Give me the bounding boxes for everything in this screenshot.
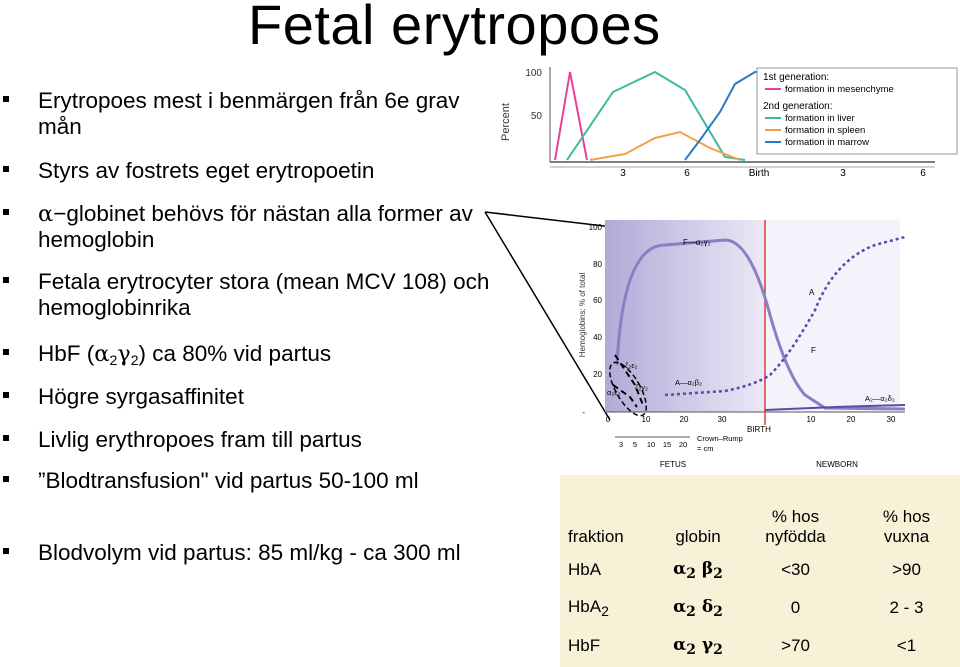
globin-delta: δ: [701, 596, 714, 617]
subscript: 2: [713, 641, 723, 658]
fraktion-name: HbF: [568, 636, 601, 655]
hbf-suffix: ) ca 80% vid partus: [138, 341, 332, 366]
cell-fraktion: [560, 589, 658, 627]
subscript: 2: [713, 565, 723, 582]
cell-vuxna: >90: [892, 560, 921, 579]
x-tick-label: 20: [679, 415, 689, 424]
bullet-text: Livlig erythropoes fram till partus: [38, 427, 362, 452]
y-tick-label: 100: [588, 223, 602, 232]
globin-alpha: α: [673, 558, 687, 579]
bullet-text: Erytropoes mest i benmärgen från 6e grav mån: [38, 88, 460, 139]
curve-label: α₂ε₂: [607, 388, 621, 397]
y-axis-label: Percent: [500, 103, 512, 141]
alpha-symbol: α: [94, 341, 110, 367]
curve-label: F: [811, 346, 816, 355]
bullet-text: ”Blodtransfusion" vid partus 50-100 ml: [38, 468, 419, 493]
subscript: 2: [713, 603, 723, 620]
cell-nyfodda: >70: [781, 636, 810, 655]
table-header-row: [560, 475, 960, 551]
bullet-text: Fetala erytrocyter stora (mean MCV 108) och hemoglobinrika: [38, 269, 490, 320]
hbf-prefix: HbF (: [38, 341, 95, 366]
y-tick-label: 60: [593, 296, 602, 305]
bullet-square-icon: [3, 548, 9, 554]
y-tick-label: 20: [593, 370, 602, 379]
x-tick-label: 6: [920, 168, 926, 179]
x-tick-label: 3: [840, 168, 846, 179]
bullet-text: [38, 201, 490, 253]
bullet-square-icon: [3, 392, 9, 398]
bullet-text: [38, 341, 490, 373]
hematopoiesis-chart: [495, 62, 960, 182]
legend-heading: 2nd generation:: [763, 101, 833, 112]
fraktion-name: HbA: [568, 597, 602, 616]
birth-label: BIRTH: [747, 425, 771, 434]
cell-vuxna: <1: [896, 636, 917, 655]
table-row: [560, 627, 960, 665]
y-axis-label: Hemoglobins: % of total: [578, 272, 587, 358]
curve-label: F—α₂γ₂: [683, 238, 711, 247]
x-tick-label: 10: [806, 415, 816, 424]
subscript: 2: [686, 603, 696, 620]
cell-fraktion: [560, 627, 658, 665]
crl-tick: 3: [618, 440, 624, 449]
header-fraktion: fraktion: [568, 527, 624, 546]
newborn-label: NEWBORN: [816, 460, 858, 469]
header-globin: globin: [675, 527, 721, 546]
table-row: [560, 551, 960, 589]
fetus-label: FETUS: [659, 460, 687, 469]
curve-label: A: [809, 288, 815, 297]
x-tick-label: 3: [620, 168, 626, 179]
globin-gamma: γ: [701, 634, 714, 655]
subscript: 2: [130, 352, 139, 368]
curve-label: ζ₂γ₂: [635, 383, 648, 392]
legend-heading: 1st generation:: [763, 72, 830, 83]
bullet-square-icon: [3, 166, 9, 172]
globin-beta: β: [701, 558, 714, 579]
legend-item: formation in liver: [785, 113, 855, 124]
globin-alpha: α: [673, 634, 687, 655]
header-vuxna-line2: vuxna: [883, 527, 930, 546]
globin-alpha: α: [673, 596, 687, 617]
x-tick-label: 20: [846, 415, 856, 424]
hemoglobin-table: [560, 475, 960, 667]
header-vuxna: [853, 475, 960, 551]
bullet-square-icon: [3, 209, 9, 215]
x-tick-label: 6: [684, 168, 690, 179]
crl-tick: 15: [662, 440, 672, 449]
y-tick-label: 80: [593, 260, 602, 269]
bullet-text: Blodvolym vid partus: 85 ml/kg - ca 300 ml: [38, 540, 461, 565]
bullet-text-rest: −globinet behövs för nästan alla former av hemoglobin: [38, 201, 473, 252]
bullet-text: Styrs av fostrets eget erytropoetin: [38, 158, 375, 183]
x-tick-label: 0: [605, 415, 611, 424]
header-nyfodda: [738, 475, 853, 551]
legend-item: formation in mesenchyme: [785, 84, 894, 95]
subscript: 2: [686, 641, 696, 658]
cell-nyfodda: 0: [790, 598, 801, 617]
curve-label: A₂—α₂δ₂: [865, 394, 895, 403]
cell-nyfodda: <30: [781, 560, 810, 579]
hemoglobin-chart: [575, 215, 960, 475]
header-nyfodda-line2: nyfödda: [765, 527, 826, 546]
bullet-square-icon: [3, 277, 9, 283]
newborn-period-shade: [765, 220, 900, 412]
y-tick-label: 40: [593, 333, 602, 342]
subscript: 2: [686, 565, 696, 582]
subscript: 2: [601, 603, 609, 619]
cell-globin: [658, 551, 738, 589]
alpha-symbol: α: [38, 201, 54, 227]
bullet-square-icon: [3, 96, 9, 102]
curve-label: ζ₂ε₂: [625, 361, 638, 370]
crl-tick: 10: [646, 440, 656, 449]
cell-fraktion: [560, 551, 658, 589]
gamma-symbol: γ: [117, 341, 131, 367]
x-tick-label: Birth: [748, 168, 770, 179]
table-row: [560, 589, 960, 627]
legend-item: formation in marrow: [785, 137, 869, 148]
bullet-square-icon: [3, 349, 9, 355]
bullet-square-icon: [3, 476, 9, 482]
bullet-text: Högre syrgasaffinitet: [38, 384, 244, 409]
x-tick-label: 30: [886, 415, 896, 424]
slide-title: Fetal erytropoes: [248, 0, 661, 56]
cell-globin: [658, 627, 738, 665]
y-tick-label: -: [582, 408, 585, 417]
x-tick-label: 30: [717, 415, 727, 424]
crl-tick: 5: [632, 440, 638, 449]
x-tick-label: 10: [641, 415, 651, 424]
bullet-square-icon: [3, 435, 9, 441]
fraktion-name: HbA: [568, 560, 602, 579]
crl-tick: 20: [678, 440, 688, 449]
curve-label: A—α₂β₂: [675, 378, 702, 387]
legend-item: formation in spleen: [785, 125, 866, 136]
header-vuxna-line1: % hos: [882, 507, 931, 526]
crl-label: Crown–Rump: [697, 434, 743, 443]
cell-globin: [658, 589, 738, 627]
header-nyfodda-line1: % hos: [771, 507, 820, 526]
cell-vuxna: 2 - 3: [889, 598, 924, 617]
y-tick-label: 50: [530, 111, 542, 122]
crl-unit: = cm: [697, 444, 714, 453]
y-tick-label: 100: [525, 68, 542, 79]
subscript: 2: [109, 352, 118, 368]
